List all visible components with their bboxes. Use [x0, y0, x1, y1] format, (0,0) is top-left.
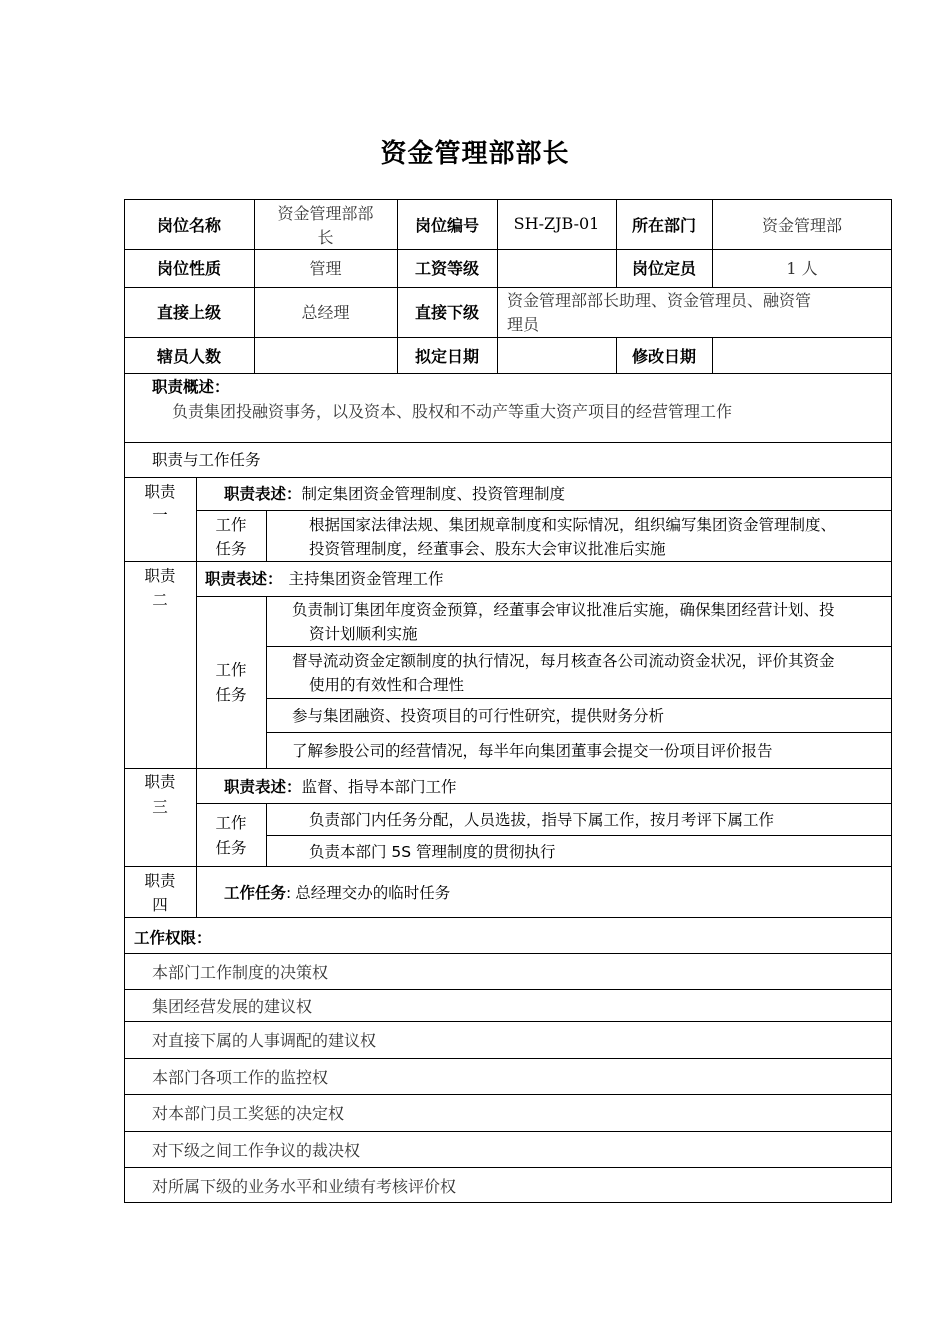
duty3-task1: 负责部门内任务分配，人员选拔，指导下属工作，按月考评下属工作 [309, 811, 775, 829]
superior-label: 直接上级 [156, 303, 221, 322]
authority-item: 对直接下属的人事调配的建议权 [152, 1031, 377, 1050]
row-divider [196, 803, 892, 804]
row-divider [124, 1021, 892, 1022]
duty1-task-line2: 投资管理制度，经董事会、股东大会审议批准后实施 [309, 540, 666, 558]
row-divider [124, 1131, 892, 1132]
authority-item: 本部门各项工作的监控权 [152, 1068, 329, 1087]
duty3-task-label-a: 工作 [215, 814, 247, 832]
row-divider [266, 732, 892, 733]
post-code-label: 岗位编号 [414, 216, 479, 235]
authority-label: 工作权限： [134, 929, 212, 947]
duty3-statement-text: 监督、指导本部门工作 [301, 778, 457, 796]
post-code-value: SH-ZJB-01 [513, 214, 600, 233]
duty3-task-label-b: 任务 [215, 839, 247, 857]
duty4-task-label: 工作任务 [224, 884, 287, 902]
col-divider [266, 803, 267, 866]
authority-item: 对下级之间工作争议的裁决权 [152, 1141, 361, 1160]
duty3-statement [224, 775, 457, 799]
duty3-statement-label: 职责表述： [224, 778, 302, 796]
duty2-task1-line1: 负责制订集团年度资金预算，经董事会审议批准后实施，确保集团经营计划、投 [292, 601, 835, 619]
row-divider [124, 866, 892, 867]
duty2-label-a: 职责 [144, 567, 176, 585]
col-divider [712, 337, 713, 373]
duty2-task2-line2: 使用的有效性和合理性 [309, 676, 465, 694]
subordinate-value-line1: 资金管理部部长助理、资金管理员、融资管 [507, 291, 812, 310]
duty1-label-b: 一 [152, 506, 168, 524]
col-divider [266, 596, 267, 768]
duty2-label-b: 二 [152, 591, 168, 609]
row-divider [196, 510, 892, 511]
duty3-label-b: 三 [152, 798, 168, 816]
row-divider [124, 561, 892, 562]
duty4-label-a: 职责 [144, 872, 176, 890]
row-divider [124, 768, 892, 769]
duty1-label-a: 职责 [144, 483, 176, 501]
post-name-label: 岗位名称 [156, 216, 221, 235]
overview-label: 职责概述： [152, 378, 230, 396]
row-divider [124, 917, 892, 918]
row-divider [266, 646, 892, 647]
row-divider [124, 989, 892, 990]
dept-label: 所在部门 [631, 216, 696, 235]
authority-item: 本部门工作制度的决策权 [152, 963, 329, 982]
duty1-task-label-a: 工作 [215, 516, 247, 534]
row-divider [124, 337, 892, 338]
col-divider [266, 510, 267, 561]
post-name-value-line2: 长 [317, 228, 334, 247]
authority-item: 对本部门员工奖惩的决定权 [152, 1104, 345, 1123]
row-divider [124, 1094, 892, 1095]
duty2-task-label-b: 任务 [215, 686, 247, 704]
duty4-task-sep: : [286, 884, 292, 902]
duty1-statement-text: 制定集团资金管理制度、投资管理制度 [301, 485, 566, 503]
row-divider [124, 249, 892, 250]
dept-value: 资金管理部 [761, 216, 842, 235]
row-divider [124, 373, 892, 374]
revise-date-label: 修改日期 [631, 347, 696, 366]
row-divider [266, 698, 892, 699]
duty2-statement-label: 职责表述： [205, 570, 283, 588]
row-divider [124, 287, 892, 288]
duty1-task-line1: 根据国家法律法规、集团规章制度和实际情况，组织编写集团资金管理制度、 [309, 516, 837, 534]
duty1-task-label-b: 任务 [215, 540, 247, 558]
duties-header: 职责与工作任务 [152, 451, 261, 469]
row-divider [124, 953, 892, 954]
grade-label: 工资等级 [414, 259, 479, 278]
duty4-task-text: 总经理交办的临时任务 [295, 884, 451, 902]
post-name-value-line1: 资金管理部部 [277, 204, 374, 223]
duty1-statement-label: 职责表述： [224, 485, 302, 503]
duty2-statement-text: 主持集团资金管理工作 [288, 570, 444, 588]
duty2-task-label-a: 工作 [215, 661, 247, 679]
duty2-task1-line2: 资计划顺利实施 [309, 625, 418, 643]
row-divider [196, 596, 892, 597]
nature-value: 管理 [309, 259, 342, 278]
subordinate-value-line2: 理员 [507, 315, 540, 334]
duty3-task2: 负责本部门 5S 管理制度的贯彻执行 [309, 843, 556, 861]
superior-value: 总经理 [301, 303, 350, 322]
duty2-task2-line1: 督导流动资金定额制度的执行情况，每月核查各公司流动资金状况，评价其资金 [292, 652, 835, 670]
duty2-task3: 参与集团融资、投资项目的可行性研究，提供财务分析 [292, 707, 665, 725]
quota-label: 岗位定员 [631, 259, 696, 278]
page-title: 资金管理部部长 [380, 139, 570, 169]
duty4-label-b: 四 [152, 896, 168, 914]
nature-label: 岗位性质 [156, 259, 221, 278]
duty2-statement [205, 567, 444, 591]
duty4-task [224, 881, 450, 905]
row-divider [266, 835, 892, 836]
row-divider [124, 1058, 892, 1059]
row-divider [124, 1167, 892, 1168]
authority-item: 集团经营发展的建议权 [152, 997, 313, 1016]
authority-item: 对所属下级的业务水平和业绩有考核评价权 [152, 1177, 457, 1196]
row-divider [124, 442, 892, 443]
duty3-label-a: 职责 [144, 773, 176, 791]
duty2-task4: 了解参股公司的经营情况，每半年向集团董事会提交一份项目评价报告 [292, 742, 773, 760]
subordinate-label: 直接下级 [414, 303, 479, 322]
quota-value: 1 人 [786, 259, 818, 278]
assistant-label: 辖员人数 [156, 347, 221, 366]
overview-text: 负责集团投融资事务，以及资本、股权和不动产等重大资产项目的经营管理工作 [172, 402, 733, 421]
duty1-statement [224, 482, 565, 506]
row-divider [124, 477, 892, 478]
draft-date-label: 拟定日期 [414, 347, 479, 366]
